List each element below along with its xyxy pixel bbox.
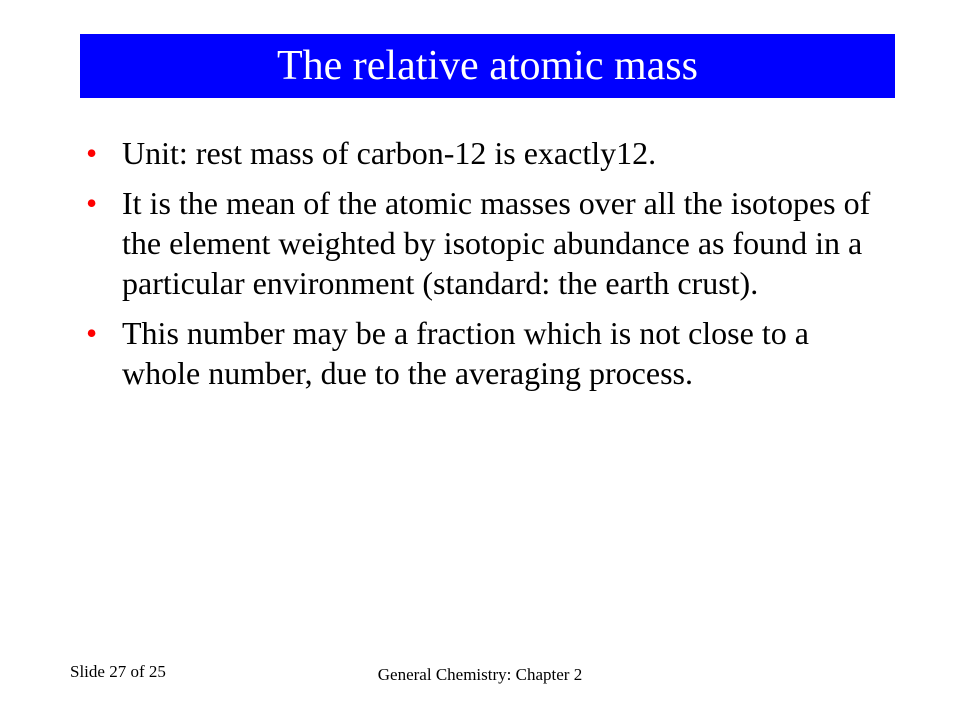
bullet-text: It is the mean of the atomic masses over all the isotopes of the element weighted by isotopic abundance as found in a particular environment (standard: the earth crust). [122, 185, 871, 301]
slide-title: The relative atomic mass [276, 43, 698, 89]
bullet-text: This number may be a fraction which is not close to a whole number, due to the averaging process. [122, 315, 809, 391]
course-footer: General Chemistry: Chapter 2 [377, 665, 583, 684]
title-bar [80, 34, 895, 98]
bullet-marker: • [86, 315, 98, 351]
bullet-marker: • [86, 185, 98, 221]
bullet-marker: • [86, 135, 98, 171]
bullet-text: Unit: rest mass of carbon-12 is exactly12. [122, 135, 657, 171]
bullet-item [86, 183, 886, 303]
bullet-item [86, 133, 886, 173]
bullet-list [86, 133, 886, 403]
bullet-item [86, 313, 886, 393]
slide-number: Slide 27 of 25 [70, 662, 166, 681]
